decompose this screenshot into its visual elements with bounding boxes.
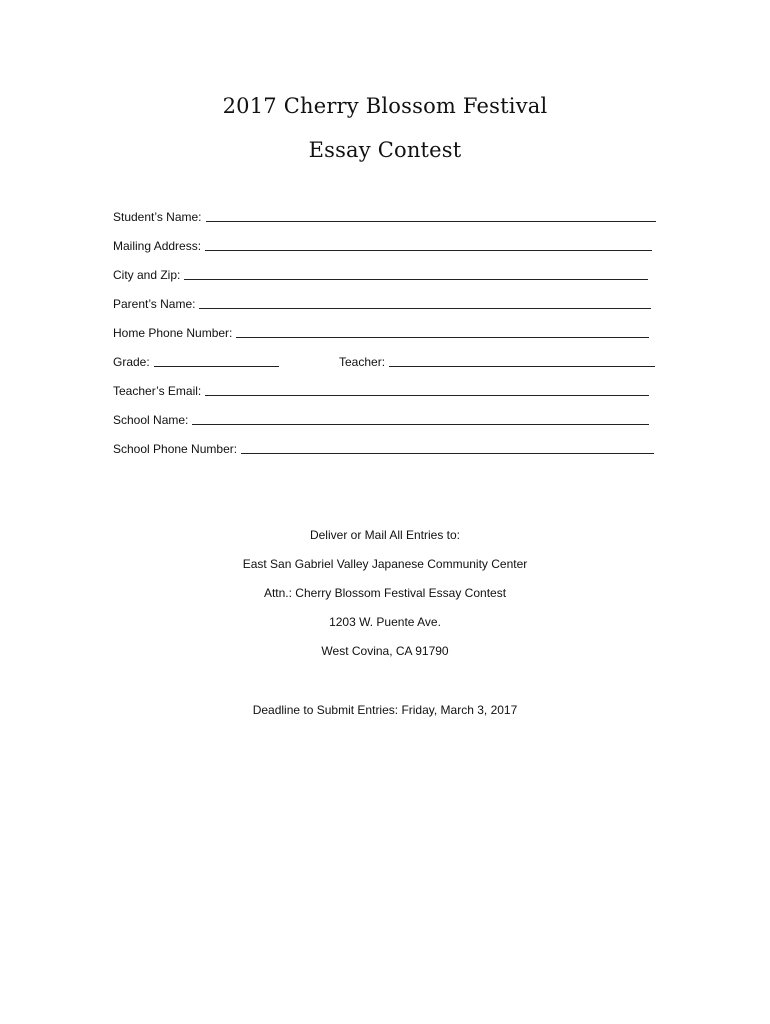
home-phone-label: Home Phone Number:: [113, 326, 233, 340]
mailing-address-field[interactable]: [113, 235, 652, 253]
teacher-blank[interactable]: [389, 365, 655, 367]
school-phone-blank[interactable]: [241, 452, 654, 454]
delivery-organization: East San Gabriel Valley Japanese Community Center: [242, 557, 528, 571]
student-name-field[interactable]: [113, 206, 656, 224]
parent-name-label: Parent’s Name:: [113, 297, 196, 311]
school-phone-label: School Phone Number:: [113, 442, 238, 456]
teacher-email-field[interactable]: [113, 380, 649, 398]
grade-label: Grade:: [113, 355, 150, 369]
submission-deadline: Deadline to Submit Entries: Friday, March 3, 2017: [252, 703, 518, 717]
delivery-heading: Deliver or Mail All Entries to:: [309, 528, 461, 542]
city-zip-blank[interactable]: [184, 278, 648, 280]
document-subtitle: Essay Contest: [308, 138, 462, 162]
grade-field[interactable]: [113, 351, 279, 369]
student-name-blank[interactable]: [206, 220, 657, 222]
mailing-address-blank[interactable]: [205, 249, 652, 251]
parent-name-field[interactable]: [113, 293, 651, 311]
school-name-field[interactable]: [113, 409, 649, 427]
home-phone-blank[interactable]: [236, 336, 649, 338]
delivery-street: 1203 W. Puente Ave.: [329, 615, 441, 629]
school-phone-field[interactable]: [113, 438, 654, 456]
city-zip-field[interactable]: [113, 264, 648, 282]
teacher-email-label: Teacher’s Email:: [113, 384, 202, 398]
document-title: 2017 Cherry Blossom Festival: [222, 94, 548, 118]
student-name-label: Student’s Name:: [113, 210, 202, 224]
delivery-attention: Attn.: Cherry Blossom Festival Essay Contest: [263, 586, 507, 600]
mailing-address-label: Mailing Address:: [113, 239, 202, 253]
teacher-email-blank[interactable]: [205, 394, 649, 396]
parent-name-blank[interactable]: [199, 307, 651, 309]
school-name-label: School Name:: [113, 413, 189, 427]
school-name-blank[interactable]: [192, 423, 649, 425]
teacher-label: Teacher:: [339, 355, 386, 369]
delivery-city: West Covina, CA 91790: [321, 644, 449, 658]
home-phone-field[interactable]: [113, 322, 649, 340]
city-zip-label: City and Zip:: [113, 268, 181, 282]
teacher-field[interactable]: [339, 351, 655, 369]
grade-blank[interactable]: [154, 365, 279, 367]
